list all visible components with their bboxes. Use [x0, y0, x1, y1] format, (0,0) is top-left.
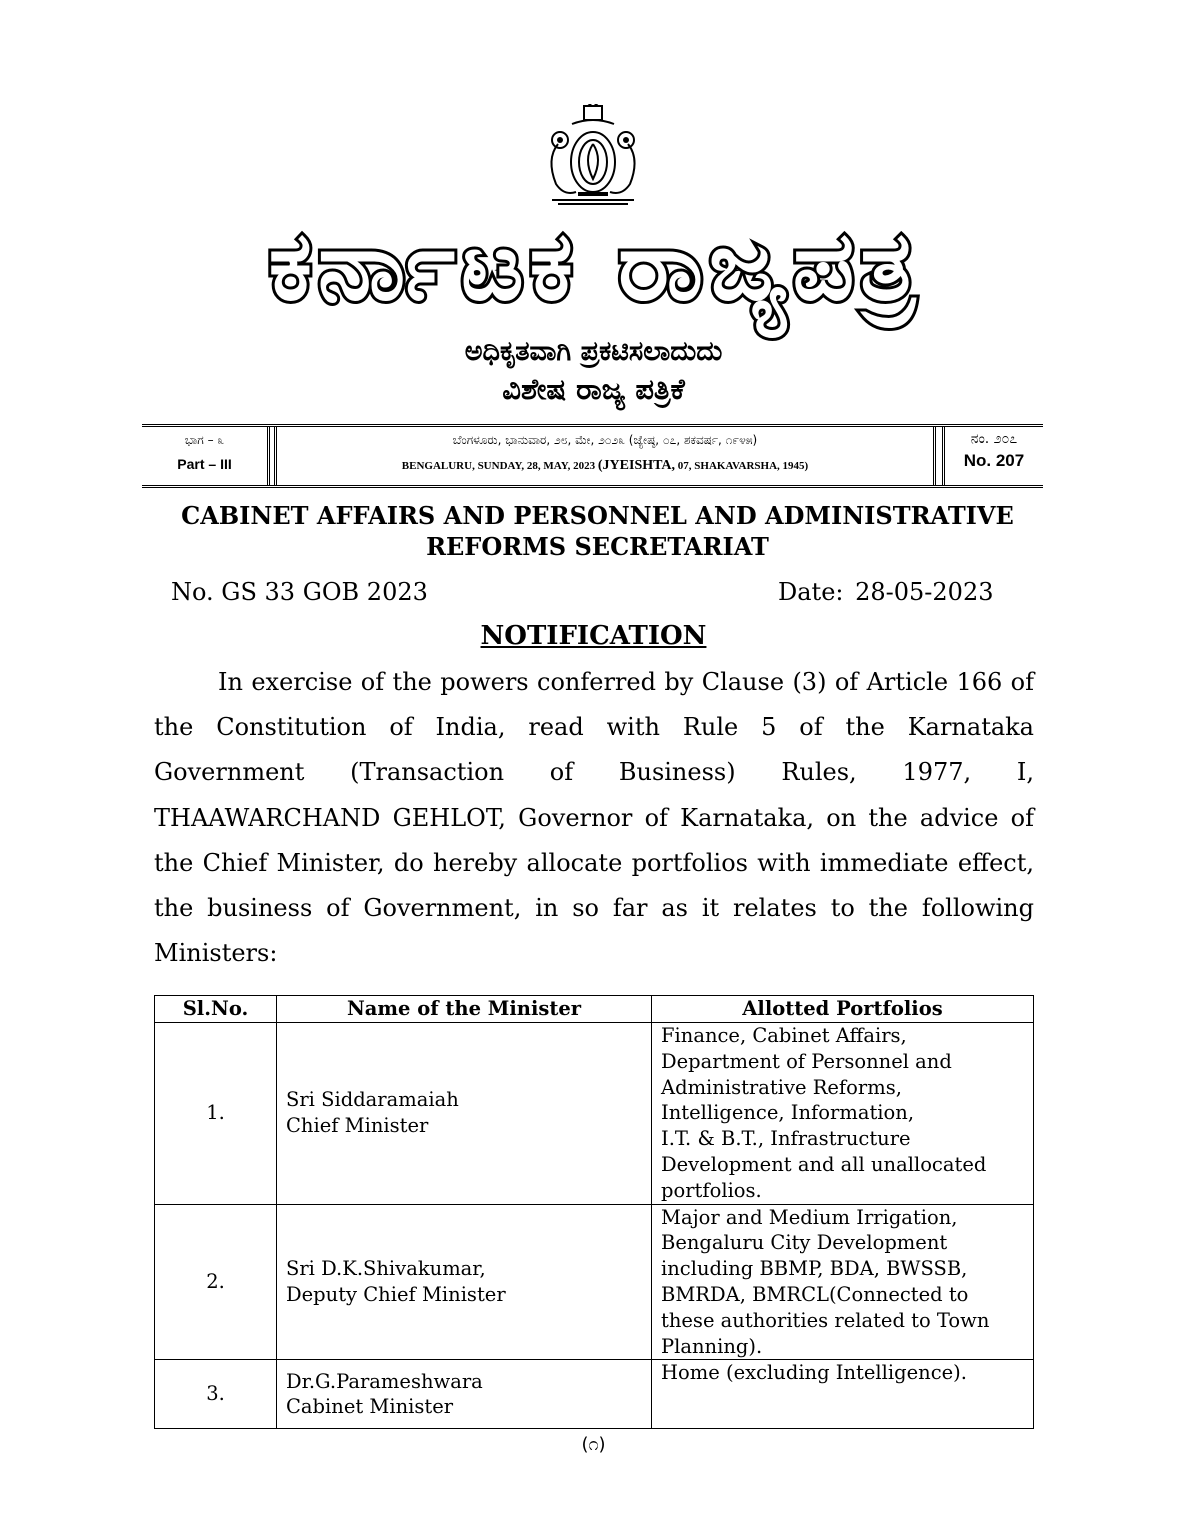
notification-title: NOTIFICATION [480, 621, 707, 651]
portfolio-line: Intelligence, Information, [661, 1101, 915, 1125]
notification-body: In exercise of the powers conferred by Clause (3) of Article 166 of the Constitution of India, read with Rule 5 of the Karnataka Government (Transaction of Business) Rules, 1977, I, THAAWARCHAND GEHLOT, Governor of Karnataka, on the advice of the Chief Minister, do hereby allocate portfolios with immediate effect, the business of Government, in so far as it relates to the following Ministers: [154, 668, 1034, 968]
row-portfolios [652, 1360, 1034, 1429]
issue-bar [142, 424, 1043, 488]
number-cell [942, 427, 1043, 485]
reference-number: No. GS 33 GOB 2023 [171, 578, 428, 606]
minister-designation: Deputy Chief Minister [286, 1282, 506, 1306]
portfolio-line: I.T. & B.T., Infrastructure [661, 1127, 911, 1151]
department-line-1: CABINET AFFAIRS AND PERSONNEL AND ADMINISTRATIVE [181, 501, 1014, 530]
minister-name: Sri D.K.Shivakumar, [286, 1257, 486, 1281]
notification-date: Date: 28-05-2023 [778, 578, 994, 606]
page-number: (೧) [581, 1434, 606, 1455]
portfolio-line: Bengaluru City Development [661, 1231, 948, 1255]
table-header-row [155, 996, 1034, 1023]
row-minister [277, 1023, 652, 1205]
number-english: No. 207 [963, 451, 1025, 470]
row-sl-no: 3. [155, 1360, 277, 1429]
date-cell [274, 427, 936, 485]
portfolio-line: Major and Medium Irrigation, [661, 1205, 958, 1229]
date-kannada: ಬೆಂಗಳೂರು, ಭಾನುವಾರ, ೨೮, ಮೇ, ೨೦೨೩ (ಜ್ಯೇಷ್ಠ, ೦೭, ಶಕವರ್ಷ, ೧೯೪೫) [452, 433, 758, 447]
table-row [155, 1360, 1034, 1429]
part-kannada: ಭಾಗ – ೩ [184, 433, 225, 447]
row-portfolios [652, 1023, 1034, 1205]
part-cell [142, 427, 270, 485]
row-portfolios [652, 1204, 1034, 1360]
table-row [155, 1204, 1034, 1360]
date-english-tail: 07, SHAKAVARSHA, 1945) [677, 460, 809, 472]
portfolio-line: portfolios. [661, 1178, 762, 1202]
minister-designation: Chief Minister [286, 1114, 429, 1138]
part-english: Part – III [177, 456, 232, 472]
portfolio-line: Department of Personnel and [661, 1049, 952, 1073]
portfolio-table [154, 995, 1034, 1429]
header-portfolios: Allotted Portfolios [652, 996, 1034, 1023]
portfolio-line: including BBMP, BDA, BWSSB, [661, 1257, 968, 1281]
portfolio-line: Planning). [661, 1334, 763, 1358]
header-sl-no: Sl.No. [155, 996, 277, 1023]
gazette-edition: ವಿಶೇಷ ರಾಜ್ಯ ಪತ್ರಿಕೆ [502, 372, 685, 406]
portfolio-line: these authorities related to Town [661, 1308, 990, 1332]
gazette-subtitle: ಅಧಿಕೃತವಾಗಿ ಪ್ರಕಟಿಸಲಾದುದು [464, 336, 723, 367]
portfolio-line: BMRDA, BMRCL(Connected to [661, 1282, 969, 1306]
portfolio-line: Administrative Reforms, [661, 1075, 902, 1099]
number-kannada: ನಂ. ೨೦೭ [970, 431, 1018, 447]
date-english-paren: (JYEISHTA, [597, 458, 676, 473]
portfolio-line: Finance, Cabinet Affairs, [661, 1024, 907, 1047]
date-english-main: BENGALURU, SUNDAY, 28, MAY, 2023 [401, 460, 596, 472]
minister-designation: Cabinet Minister [286, 1395, 454, 1419]
gazette-title: ಕರ್ನಾಟಕ ರಾಜ್ಯಪತ್ರ [268, 210, 922, 322]
minister-name: Dr.G.Parameshwara [286, 1369, 483, 1393]
department-line-2: REFORMS SECRETARIAT [426, 532, 769, 561]
department-heading [150, 500, 1045, 562]
row-sl-no: 2. [155, 1204, 277, 1360]
date-english [277, 458, 933, 474]
row-minister [277, 1360, 652, 1429]
row-sl-no: 1. [155, 1023, 277, 1205]
row-minister [277, 1204, 652, 1360]
header-minister-name: Name of the Minister [277, 996, 652, 1023]
portfolio-line: Development and all unallocated [661, 1152, 987, 1176]
minister-name: Sri Siddaramaiah [286, 1088, 459, 1112]
portfolio-line: Home (excluding Intelligence). [661, 1361, 967, 1385]
table-row [155, 1023, 1034, 1205]
state-emblem-icon [538, 104, 648, 210]
